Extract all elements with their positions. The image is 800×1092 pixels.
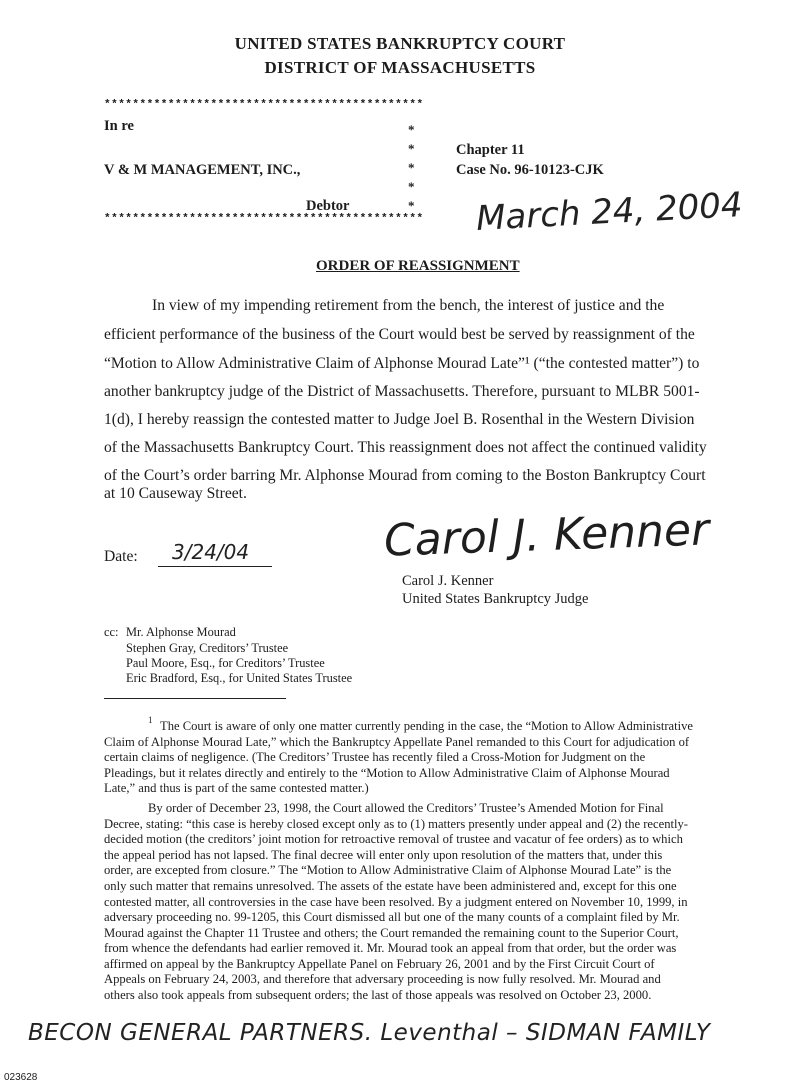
body-line: In view of my impending retirement from the bench, the interest of justice and the — [152, 297, 665, 314]
court-name: UNITED STATES BANKRUPTCY COURT — [234, 34, 566, 53]
date-label: Date: — [104, 548, 138, 565]
footnote-line: contested matter, all controversies in the case have been resolved. By a judgment entered on November 10, 1999, in — [104, 895, 688, 909]
caption-border-bottom: ********************************************* — [104, 213, 424, 225]
footnote-line: order, are excepted from closure.” The “Motion to Allow Administrative Claim of Alphonse Mourad Late” is the — [104, 863, 672, 877]
footnote-line: others also took appeals from subsequent orders; the last of those appeals was resolved on October 23, 2000. — [104, 988, 652, 1002]
footnote-line: decided motion (the creditors’ joint motion for retroactive removal of trustee and vacatur of fee orders) as to which — [104, 832, 683, 846]
caption-star: * — [408, 141, 415, 156]
footnote-line: Decree, stating: “this case is hereby closed except only as to (1) matters presently under appeal and (2) the recently- — [104, 817, 688, 831]
body-line: another bankruptcy judge of the District of Massachusetts. Therefore, pursuant to MLBR 5001- — [104, 383, 700, 400]
cc-recipient: Mr. Alphonse Mourad — [126, 625, 236, 639]
chapter-label: Chapter 11 — [456, 142, 525, 158]
body-line: of the Court’s order barring Mr. Alphonse Mourad from coming to the Boston Bankruptcy Court — [104, 467, 706, 484]
body-line: at 10 Causeway Street. — [104, 485, 247, 502]
case-number: Case No. 96-10123-CJK — [456, 162, 604, 178]
footnote-line: Late,” and thus is part of the same contested matter.) — [104, 781, 369, 795]
caption-border-top: ********************************************* — [104, 99, 424, 111]
handwritten-note: BECON GENERAL PARTNERS. Leventhal – SIDMAN FAMILY — [28, 1020, 711, 1046]
caption-in-re: In re — [104, 118, 134, 134]
handwritten-date: March 24, 2004 — [475, 185, 744, 239]
judge-name: Carol J. Kenner — [402, 573, 494, 589]
footnote-line: certain claims of negligence. (The Creditors’ Trustee has recently filed a Cross-Motion for Judgment on the — [104, 750, 646, 764]
body-line: of the Massachusetts Bankruptcy Court. This reassignment does not affect the continued validity — [104, 439, 707, 456]
footnote-line: Claim of Alphonse Mourad Late,” which the Bankruptcy Appellate Panel remanded to this Court for adjudication of — [104, 735, 690, 749]
document-title: ORDER OF REASSIGNMENT — [316, 258, 520, 274]
footnote-marker: 1 — [148, 715, 153, 725]
body-line: “Motion to Allow Administrative Claim of Alphonse Mourad Late”¹ (“the contested matter”) to — [104, 355, 700, 372]
date-underline — [158, 566, 272, 567]
cc-label: cc: — [104, 625, 119, 639]
footnote-line: affirmed on appeal by the Bankruptcy Appellate Panel on February 26, 2001 and by the First Circuit Court of — [104, 957, 655, 971]
footnote-line: adversary proceeding no. 99-1205, this Court dismissed all but one of the many counts of a complaint filed by Mr. — [104, 910, 680, 924]
footnote-line: only such matter that remains unresolved. The assets of the estate have been administered and, except for this one — [104, 879, 677, 893]
caption-star: * — [408, 179, 415, 194]
footnote-separator — [104, 698, 286, 699]
bates-number: 023628 — [4, 1072, 38, 1083]
caption-debtor-label: Debtor — [306, 198, 350, 214]
footnote-line: Pleadings, but it relates directly and entirely to the “Motion to Allow Administrative Claim of Alphonse Mourad — [104, 766, 670, 780]
footnote-line: By order of December 23, 1998, the Court allowed the Creditors’ Trustee’s Amended Motion for Final — [148, 801, 664, 815]
footnote-line: Mourad against the Chapter 11 Trustee and others; the Court remanded the remaining count to the Superior Court, — [104, 926, 679, 940]
cc-recipient: Paul Moore, Esq., for Creditors’ Trustee — [126, 656, 325, 670]
signature: Carol J. Kenner — [383, 504, 710, 567]
caption-star: * — [408, 198, 415, 213]
caption-star: * — [408, 160, 415, 175]
footnote-line: from whence the defendants had earlier removed it. Mr. Mourad took an appeal from that order, but the order was — [104, 941, 677, 955]
body-line: efficient performance of the business of the Court would best be served by reassignment of the — [104, 326, 695, 343]
body-line: 1(d), I hereby reassign the contested matter to Judge Joel B. Rosenthal in the Western Division — [104, 411, 695, 428]
handwritten-date-value: 3/24/04 — [172, 540, 250, 564]
footnote-line: Appeals on February 24, 2003, and therefore that adversary proceeding is now fully resolved. Mr. Mourad and — [104, 972, 661, 986]
cc-recipient: Stephen Gray, Creditors’ Trustee — [126, 641, 289, 655]
court-district: DISTRICT OF MASSACHUSETTS — [264, 58, 536, 77]
footnote-line: the appeal period has not lapsed. The final decree will enter only upon resolution of the matters that, under this — [104, 848, 663, 862]
caption-star: * — [408, 122, 415, 137]
caption-debtor-name: V & M MANAGEMENT, INC., — [104, 162, 301, 178]
cc-recipient: Eric Bradford, Esq., for United States Trustee — [126, 671, 353, 685]
judge-title: United States Bankruptcy Judge — [402, 591, 589, 607]
footnote-line: The Court is aware of only one matter currently pending in the case, the “Motion to Allow Administrative — [160, 719, 694, 733]
